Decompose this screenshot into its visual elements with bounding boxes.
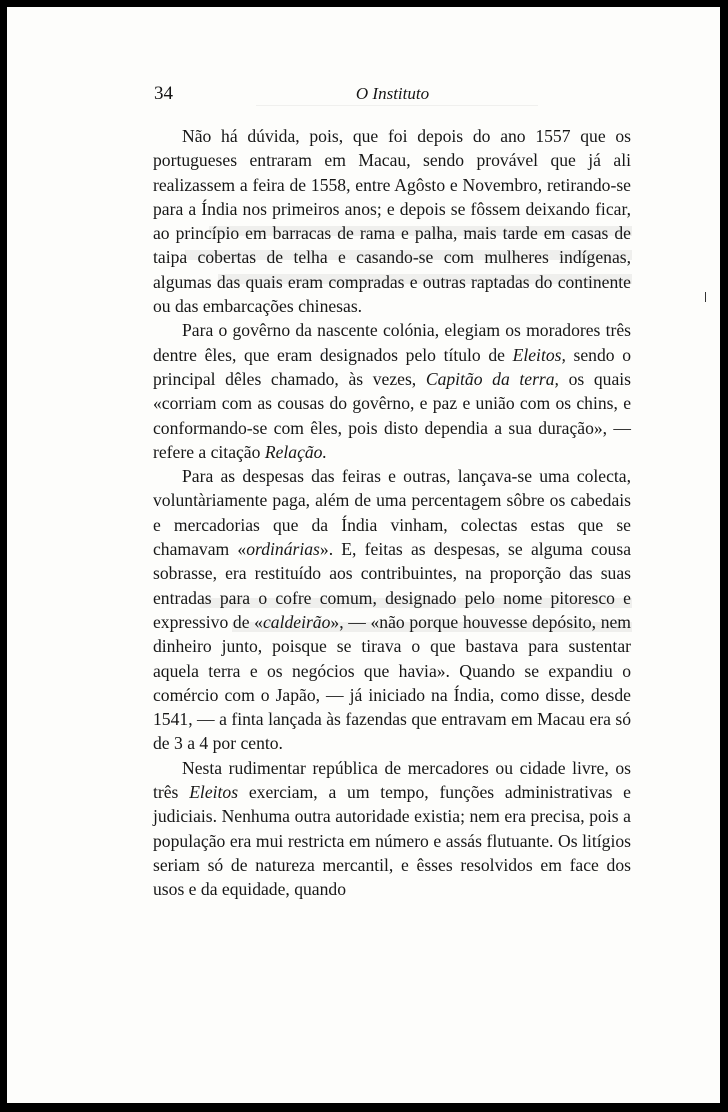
text-run: ». E, feitas as despesas, se alguma cousa sobrasse, era restituído aos contribuintes, na proporção das suas entradas para o cofre comum, designado pelo nome pitoresco e expressivo de « — [153, 539, 632, 632]
page-header — [154, 83, 631, 109]
italic-text: Eleitos — [189, 782, 239, 803]
text-run: Para as despesas das feiras e outras, lançava-se uma colecta, voluntàriamente paga, além de uma percentagem sôbre os cabedais e mercadorias que da Índia vinham, colectas estas que se chamavam « — [153, 466, 631, 560]
margin-mark — [705, 292, 706, 302]
text-run: sendo o principal dêles chamado, às vezes, — [153, 344, 631, 389]
text-run: os quais «corriam com as cousas do govêrno, e paz e união com os chins, e conformando-se com êles, pois disto dependia a sua duração», — refere a citação — [153, 368, 631, 462]
italic-text: Relação. — [264, 441, 327, 462]
paragraph — [153, 318, 631, 464]
paragraph — [153, 464, 631, 756]
italic-text: caldeirão — [262, 611, 331, 632]
italic-text: Capitão da terra, — [425, 368, 559, 389]
italic-text: Eleitos, — [512, 344, 566, 365]
text-run: Não há dúvida, pois, que foi depois do ano 1557 que os portugueses entraram em Macau, sendo provável que já ali realizassem a feira de 1558, entre Agôsto e Novembro, retirando-se para a Índia nos primeiros anos; e depois se fôssem deixando ficar, ao princípio em barracas de rama e palha, mais tarde em casas de taipa cobertas de telha e casando-se com mulheres indígenas, algumas das quais eram compradas e outras raptadas do continente ou das embarcações chinesas. — [153, 126, 631, 317]
book-page — [7, 7, 720, 1103]
body-text — [153, 124, 631, 902]
paragraph — [153, 756, 631, 902]
paragraph — [153, 124, 631, 318]
page-number: 34 — [154, 83, 173, 104]
running-title: O Instituto — [355, 84, 430, 103]
text-run: Nesta rudimentar república de mercadores ou cidade livre, os três — [153, 757, 631, 803]
italic-text: ordinárias — [246, 539, 320, 560]
text-run: », — «não porque houvesse depósito, nem dinheiro junto, poisque se tirava o que bastava para sustentar aquela terra e os negócios que havia». Quando se expandiu o comércio com o Japão, — já iniciado na Índia, como disse, desde 1541, — a finta lançada às fazendas que entravam em Macau era só de 3 a 4 por cento. — [153, 611, 631, 754]
text-run: Para o govêrno da nascente colónia, elegiam os moradores três dentre êles, que eram designados pelo título de — [153, 320, 631, 365]
text-run: exerciam, a um tempo, funções administrativas e judiciais. Nenhuma outra autoridade existia; nem era precisa, pois a população era mui restricta em número e assás flutuante. Os litígios seriam só de natureza mercantil, e êsses resolvidos em face dos usos e da equidade, quando — [153, 782, 631, 900]
